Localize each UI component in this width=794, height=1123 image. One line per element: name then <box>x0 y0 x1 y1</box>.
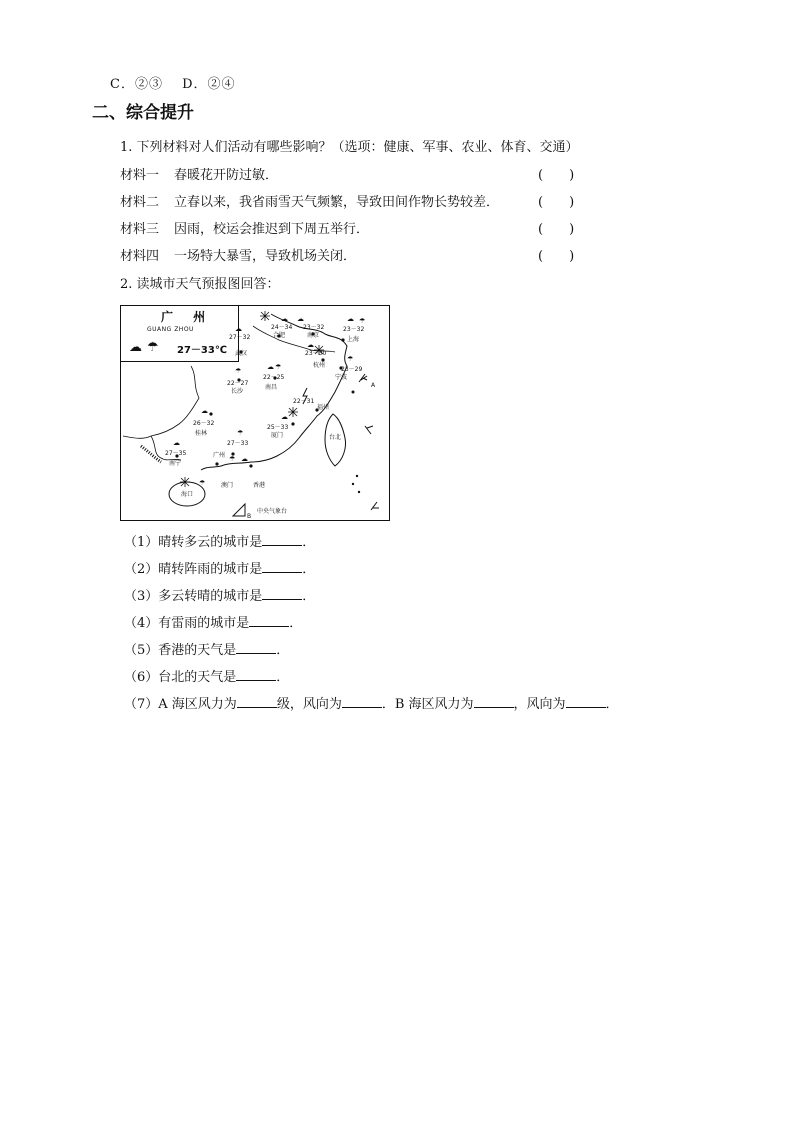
city-name: 南宁 <box>169 460 182 467</box>
q7-part-1: A 海区风力为 <box>158 697 237 712</box>
answer-bracket[interactable]: ( ) <box>538 168 575 183</box>
city-temp: 24－34 <box>271 324 293 331</box>
material-1 <box>120 167 575 185</box>
sub-question-text: 香港的天气是 <box>158 643 237 658</box>
map-credit: 中央气象台 <box>257 508 288 515</box>
sub-question-text: 有雷雨的城市是 <box>158 616 250 631</box>
city-temp: 27－33 <box>227 440 249 447</box>
city-temp: 23－29 <box>341 366 363 373</box>
city-name: 南京 <box>307 332 320 339</box>
material-label: 材料二 <box>120 195 160 210</box>
material-4 <box>120 248 575 266</box>
answer-bracket[interactable]: ( ) <box>538 249 575 264</box>
city-name: 南昌 <box>265 384 278 391</box>
question-1-stem: 1. 下列材料对人们活动有哪些影响？（选项：健康、军事、农业、体育、交通） <box>120 140 579 155</box>
answer-blank[interactable] <box>236 640 276 654</box>
q7-part-4: ，风向为 <box>513 697 566 712</box>
sub-question-end: ． <box>276 670 290 685</box>
shower-icon: ☂ <box>359 317 366 325</box>
sub-question-end: ． <box>276 643 290 658</box>
sub-question-end: ． <box>302 535 316 550</box>
cloud-icon: ☁ <box>241 455 248 463</box>
shower-icon: ☂ <box>147 340 159 355</box>
guangzhou-inset <box>121 306 239 362</box>
sub-question-end: ． <box>302 589 316 604</box>
answer-blank[interactable] <box>236 667 276 681</box>
cloud-icon: ☁ <box>235 325 242 333</box>
sub-question-7 <box>124 694 619 714</box>
material-text: 春暖花开防过敏． <box>174 168 279 183</box>
material-label: 材料三 <box>120 222 160 237</box>
sub-question-6 <box>124 667 289 687</box>
sub-question-1 <box>124 532 315 552</box>
answer-blank[interactable] <box>262 532 302 546</box>
sub-question-num: （6） <box>124 670 159 685</box>
shower-icon: ☂ <box>199 479 206 487</box>
answer-bracket[interactable]: ( ) <box>538 222 575 237</box>
cloud-icon: ☁ <box>297 315 304 323</box>
sub-question-num: （1） <box>124 535 159 550</box>
city-name: 长沙 <box>231 388 244 395</box>
option-c: C．②③ <box>110 77 163 92</box>
option-d: D．②④ <box>182 77 236 92</box>
city-temp: 22－27 <box>227 380 249 387</box>
sub-question-4 <box>124 613 302 633</box>
city-name: 厦门 <box>271 432 284 439</box>
section-title: 二、综合提升 <box>92 103 194 123</box>
inset-city-name: 广 州 <box>161 310 214 324</box>
sub-question-3 <box>124 586 315 606</box>
question-2-stem: 2. 读城市天气预报图回答： <box>120 277 280 292</box>
shower-icon: ☂ <box>347 355 354 363</box>
sub-question-num: （2） <box>124 562 159 577</box>
shower-icon: ☂ <box>235 367 242 375</box>
sub-question-text: 台北的天气是 <box>158 670 237 685</box>
answer-blank[interactable] <box>566 694 606 708</box>
sub-question-num: （7） <box>124 697 159 712</box>
city-name: 台北 <box>329 434 342 441</box>
material-text: 一场特大暴雪，导致机场关闭． <box>174 249 357 264</box>
cloud-icon: ☁ <box>129 340 142 355</box>
material-label: 材料一 <box>120 168 160 183</box>
cloud-icon: ☁ <box>307 341 314 349</box>
cloud-icon: ☁ <box>281 315 288 323</box>
answer-blank[interactable] <box>342 694 382 708</box>
cloud-icon: ☁ <box>267 363 274 371</box>
city-name: 武汉 <box>235 350 248 357</box>
answer-blank[interactable] <box>262 586 302 600</box>
sea-area-b-label: B <box>247 513 252 520</box>
material-2 <box>120 194 575 212</box>
city-temp: 27－35 <box>165 450 187 457</box>
q7-part-3: ．B 海区风力为 <box>381 697 474 712</box>
city-name: 香港 <box>253 482 266 489</box>
material-text: 因雨，校运会推迟到下周五举行． <box>174 222 370 237</box>
sub-question-5 <box>124 640 289 660</box>
answer-options-line <box>110 76 250 94</box>
sub-question-2 <box>124 559 315 579</box>
city-name: 杭州 <box>313 362 326 369</box>
city-temp: 25－33 <box>267 424 289 431</box>
cloud-icon: ☁ <box>201 407 208 415</box>
city-temp: 22－25 <box>263 374 285 381</box>
material-label: 材料四 <box>120 249 160 264</box>
q7-part-2: 级，风向为 <box>276 697 342 712</box>
answer-blank[interactable] <box>474 694 514 708</box>
city-temp: 23－32 <box>303 324 325 331</box>
cloud-icon: ☁ <box>173 439 180 447</box>
shower-icon: ☂ <box>237 429 244 437</box>
sub-question-num: （3） <box>124 589 159 604</box>
city-name: 合肥 <box>273 332 286 339</box>
material-text: 立春以来，我省雨雪天气频繁，导致田间作物长势较差． <box>174 195 500 210</box>
city-name: 福州 <box>317 404 330 411</box>
inset-city-temp: 27－33℃ <box>177 345 227 356</box>
city-temp: 22－31 <box>293 398 315 405</box>
sub-question-text: 多云转晴的城市是 <box>158 589 263 604</box>
cloud-icon: ☁ <box>281 413 288 421</box>
city-temp: 23－30 <box>305 350 327 357</box>
inset-city-pinyin: GUANG ZHOU <box>147 326 194 333</box>
city-temp: 26－32 <box>193 420 215 427</box>
city-temp: 27－32 <box>229 334 251 341</box>
sub-question-text: 晴转阵雨的城市是 <box>158 562 263 577</box>
city-name: 上海 <box>347 336 360 343</box>
cloud-icon: ☁ <box>347 315 354 323</box>
weather-forecast-map <box>120 305 390 521</box>
sea-area-a-label: A <box>371 382 376 389</box>
sub-question-text: 晴转多云的城市是 <box>158 535 263 550</box>
sub-question-num: （5） <box>124 643 159 658</box>
sub-question-num: （4） <box>124 616 159 631</box>
city-name: 海口 <box>181 491 194 498</box>
shower-icon: ☂ <box>275 363 282 371</box>
answer-blank[interactable] <box>249 613 289 627</box>
answer-bracket[interactable]: ( ) <box>538 195 575 210</box>
answer-blank[interactable] <box>237 694 277 708</box>
shower-icon: ☂ <box>229 455 236 463</box>
sub-question-end: ． <box>289 616 303 631</box>
sub-question-end: ． <box>302 562 316 577</box>
city-name: 宁波 <box>335 374 348 381</box>
city-name: 广州 <box>213 452 226 459</box>
answer-blank[interactable] <box>262 559 302 573</box>
q7-end: ． <box>605 697 619 712</box>
material-3 <box>120 221 575 239</box>
city-name: 澳门 <box>221 482 234 489</box>
city-name: 桂林 <box>195 430 208 437</box>
city-temp: 23－32 <box>343 326 365 333</box>
